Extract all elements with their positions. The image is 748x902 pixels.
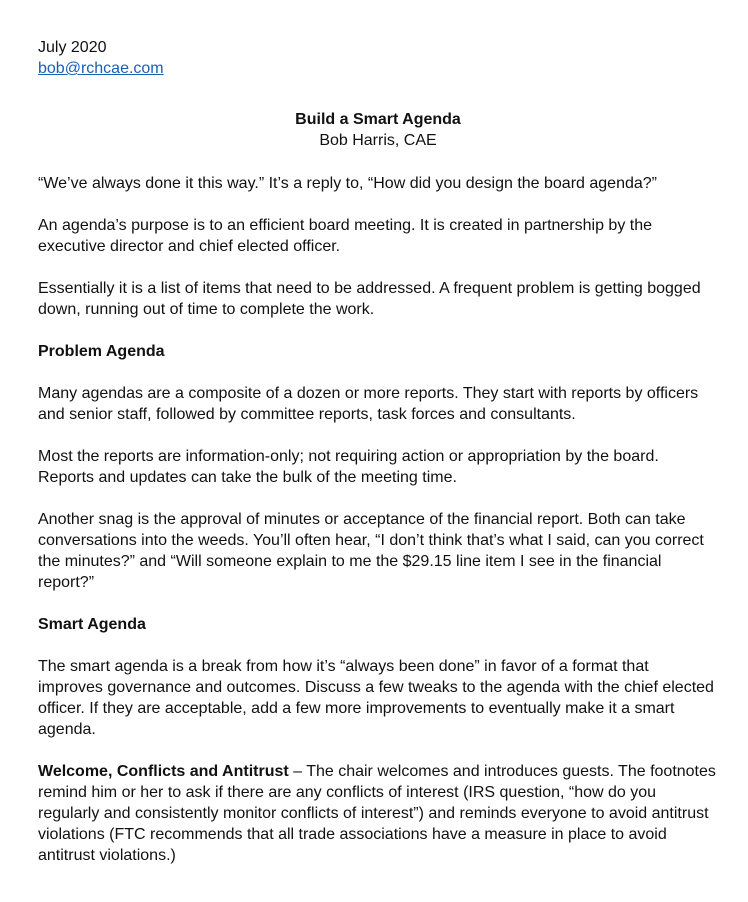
title-block	[38, 109, 718, 151]
paragraph-2: An agenda’s purpose is to an efficient board meeting. It is created in partnership by the executive director and chief elected officer.	[38, 217, 653, 255]
section-heading-smart-agenda: Smart Agenda	[38, 616, 146, 633]
paragraph-7: The smart agenda is a break from how it’s “always been done” in favor of a format that improves governance and outcomes. Discuss a few tweaks to the agenda with the chief elected officer. If they are acceptable, add a few more improvements to eventually make it a smart agenda.	[38, 658, 714, 738]
document-page	[38, 37, 718, 866]
paragraph-8	[38, 761, 718, 866]
email-link[interactable]: bob@rchcae.com	[38, 60, 164, 77]
paragraph-5: Most the reports are information-only; not requiring action or appropriation by the board. Reports and updates can take the bulk of the meeting time.	[38, 448, 659, 486]
document-date: July 2020	[38, 39, 107, 56]
document-title: Build a Smart Agenda	[295, 111, 461, 128]
paragraph-3: Essentially it is a list of items that need to be addressed. A frequent problem is getting bogged down, running out of time to complete the work.	[38, 280, 701, 318]
paragraph-4: Many agendas are a composite of a dozen or more reports. They start with reports by officers and senior staff, followed by committee reports, task forces and consultants.	[38, 385, 699, 423]
paragraph-8-body: – The chair welcomes and introduces guests. The footnotes remind him or her to ask if there are any conflicts of interest (IRS question, “how do you regularly and consistently monitor conflicts of interest”) and reminds everyone to avoid antitrust violations (FTC recommends that all trade associations have a measure in place to avoid antitrust violations.)	[38, 763, 716, 864]
paragraph-1: “We’ve always done it this way.” It’s a reply to, “How did you design the board agenda?”	[38, 175, 657, 192]
document-author: Bob Harris, CAE	[319, 132, 437, 149]
paragraph-6: Another snag is the approval of minutes or acceptance of the financial report. Both can take conversations into the weeds. You’ll often hear, “I don’t think that’s what I said, can you correct the minutes?” and “Will someone explain to me the $29.15 line item I see in the financial report?”	[38, 511, 704, 591]
paragraph-8-lead: Welcome, Conflicts and Antitrust	[38, 763, 289, 780]
section-heading-problem-agenda: Problem Agenda	[38, 343, 165, 360]
